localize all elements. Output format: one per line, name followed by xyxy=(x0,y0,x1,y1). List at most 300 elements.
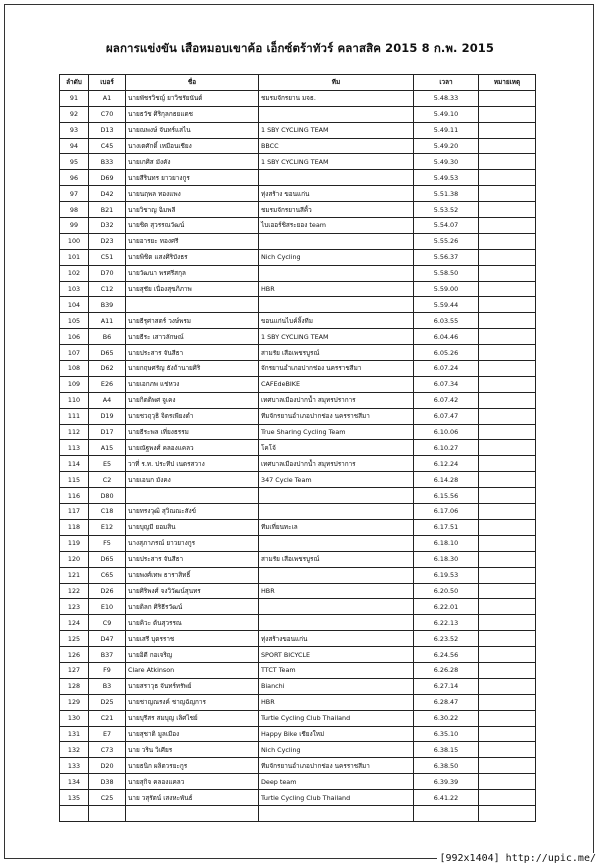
cell-time: 5.54.07 xyxy=(414,218,479,234)
cell-team: Turtle Cycling Club Thailand xyxy=(259,790,414,806)
cell-rank: 101 xyxy=(60,249,89,265)
cell-team: ขอนแก่นไบค์ลิ้งทีม xyxy=(259,313,414,329)
cell-note xyxy=(479,138,536,154)
table-row xyxy=(60,694,536,710)
table-row xyxy=(60,138,536,154)
header-name: ชื่อ xyxy=(126,75,259,91)
cell-rank: 93 xyxy=(60,122,89,138)
cell-bib: D13 xyxy=(89,122,126,138)
cell-note xyxy=(479,233,536,249)
cell-name: นางเตศักดิ์ เหมือนเชียง xyxy=(126,138,259,154)
cell-team: Turtle Cycling Club Thailand xyxy=(259,710,414,726)
cell-time: 6.03.55 xyxy=(414,313,479,329)
cell-note xyxy=(479,551,536,567)
cell-rank: 98 xyxy=(60,202,89,218)
cell-rank: 117 xyxy=(60,504,89,520)
table-row xyxy=(60,726,536,742)
cell-note xyxy=(479,345,536,361)
cell-name: นายทรงวุฒิ สุวิณณะสังข์ xyxy=(126,504,259,520)
cell-bib: D62 xyxy=(89,361,126,377)
cell-note xyxy=(479,805,536,821)
cell-note xyxy=(479,662,536,678)
cell-team: True Sharing Cycling Team xyxy=(259,424,414,440)
table-row xyxy=(60,758,536,774)
cell-team: SPORT BICYCLE xyxy=(259,647,414,663)
table-row xyxy=(60,122,536,138)
cell-rank: 126 xyxy=(60,647,89,663)
results-table xyxy=(59,74,536,822)
table-row xyxy=(60,170,536,186)
cell-rank: 97 xyxy=(60,186,89,202)
cell-rank: 115 xyxy=(60,472,89,488)
cell-time: 5.56.37 xyxy=(414,249,479,265)
cell-bib: C21 xyxy=(89,710,126,726)
cell-rank xyxy=(60,805,89,821)
cell-bib: C45 xyxy=(89,138,126,154)
cell-team xyxy=(259,615,414,631)
cell-team: ไบเออร์ชิสระยอง team xyxy=(259,218,414,234)
cell-note xyxy=(479,535,536,551)
cell-bib: D20 xyxy=(89,758,126,774)
cell-name: นาย วริน วิเศียร xyxy=(126,742,259,758)
cell-name: นายสุชัย เนื่องสุขภิภาพ xyxy=(126,281,259,297)
table-row xyxy=(60,265,536,281)
cell-time: 6.22.01 xyxy=(414,599,479,615)
cell-note xyxy=(479,392,536,408)
cell-rank: 131 xyxy=(60,726,89,742)
cell-bib: C65 xyxy=(89,567,126,583)
header-team: ทีม xyxy=(259,75,414,91)
cell-time: 5.49.30 xyxy=(414,154,479,170)
cell-rank: 129 xyxy=(60,694,89,710)
table-row xyxy=(60,488,536,504)
cell-name: นายสีรินทร ยาวยางกูร xyxy=(126,170,259,186)
table-header-row xyxy=(60,75,536,91)
cell-bib: A1 xyxy=(89,90,126,106)
cell-team: Nich Cycling xyxy=(259,249,414,265)
cell-time: 5.59.44 xyxy=(414,297,479,313)
cell-note xyxy=(479,122,536,138)
cell-rank: 105 xyxy=(60,313,89,329)
cell-time: 5.49.53 xyxy=(414,170,479,186)
cell-rank: 113 xyxy=(60,440,89,456)
table-row xyxy=(60,424,536,440)
cell-time: 6.14.28 xyxy=(414,472,479,488)
cell-team: HBR xyxy=(259,694,414,710)
cell-bib: B37 xyxy=(89,647,126,663)
cell-note xyxy=(479,297,536,313)
cell-bib: B33 xyxy=(89,154,126,170)
cell-bib: D69 xyxy=(89,170,126,186)
cell-name: นายคิวะ ต้นสุวรรณ xyxy=(126,615,259,631)
image-host-watermark: [992x1404] http://upic.me/ xyxy=(439,853,596,864)
table-row-empty xyxy=(60,805,536,821)
table-row xyxy=(60,504,536,520)
cell-time: 5.58.50 xyxy=(414,265,479,281)
cell-name: นายพัชรวิชญ์ ยาวิชรัยนันต์ xyxy=(126,90,259,106)
table-row xyxy=(60,678,536,694)
cell-team xyxy=(259,297,414,313)
cell-team: สามรัย เสือเพชรบูรณ์ xyxy=(259,551,414,567)
cell-team: 1 SBY CYCLING TEAM xyxy=(259,154,414,170)
cell-name: นายชาญณรงค์ ชาญฉัญการ xyxy=(126,694,259,710)
cell-team xyxy=(259,233,414,249)
cell-name: นายณพงษ์ จันทร์แสไน xyxy=(126,122,259,138)
cell-team: Bianchi xyxy=(259,678,414,694)
cell-name: วาที่ ร.ท. ประทีป เนตรสวาง xyxy=(126,456,259,472)
cell-note xyxy=(479,567,536,583)
cell-rank: 102 xyxy=(60,265,89,281)
table-row xyxy=(60,154,536,170)
cell-rank: 122 xyxy=(60,583,89,599)
cell-team xyxy=(259,535,414,551)
cell-bib: F9 xyxy=(89,662,126,678)
cell-note xyxy=(479,583,536,599)
cell-bib: E7 xyxy=(89,726,126,742)
table-row xyxy=(60,551,536,567)
cell-name: นายธนิก ผลิตวรยะกูร xyxy=(126,758,259,774)
cell-rank: 106 xyxy=(60,329,89,345)
cell-time: 6.07.24 xyxy=(414,361,479,377)
cell-bib: E10 xyxy=(89,599,126,615)
header-time: เวลา xyxy=(414,75,479,91)
cell-rank: 107 xyxy=(60,345,89,361)
table-row xyxy=(60,599,536,615)
cell-rank: 108 xyxy=(60,361,89,377)
cell-team: Deep team xyxy=(259,774,414,790)
cell-team xyxy=(259,488,414,504)
cell-bib: C51 xyxy=(89,249,126,265)
cell-note xyxy=(479,519,536,535)
cell-team xyxy=(259,805,414,821)
cell-team xyxy=(259,504,414,520)
cell-time: 6.17.51 xyxy=(414,519,479,535)
cell-time: 6.30.22 xyxy=(414,710,479,726)
cell-rank: 125 xyxy=(60,631,89,647)
table-row xyxy=(60,615,536,631)
cell-bib: D42 xyxy=(89,186,126,202)
cell-time: 6.28.47 xyxy=(414,694,479,710)
table-row xyxy=(60,710,536,726)
cell-name: นายประสาร จันสีธา xyxy=(126,551,259,567)
cell-time: 6.38.50 xyxy=(414,758,479,774)
table-row xyxy=(60,361,536,377)
cell-bib: E12 xyxy=(89,519,126,535)
cell-rank: 130 xyxy=(60,710,89,726)
cell-team: 347 Cycle Team xyxy=(259,472,414,488)
cell-bib: C70 xyxy=(89,106,126,122)
cell-rank: 109 xyxy=(60,376,89,392)
cell-bib: A15 xyxy=(89,440,126,456)
cell-time: 5.59.00 xyxy=(414,281,479,297)
cell-bib: C9 xyxy=(89,615,126,631)
cell-note xyxy=(479,488,536,504)
cell-bib: D25 xyxy=(89,694,126,710)
table-row xyxy=(60,774,536,790)
cell-bib: D80 xyxy=(89,488,126,504)
table-row xyxy=(60,90,536,106)
cell-bib xyxy=(89,805,126,821)
cell-bib: E5 xyxy=(89,456,126,472)
cell-name: นายสุกิจ คลองแคลว xyxy=(126,774,259,790)
cell-name: นายชิต สุวรรณวัฒน์ xyxy=(126,218,259,234)
cell-time: 6.20.50 xyxy=(414,583,479,599)
cell-rank: 123 xyxy=(60,599,89,615)
cell-rank: 99 xyxy=(60,218,89,234)
cell-team: สามรัย เสือเพชรบูรณ์ xyxy=(259,345,414,361)
table-row xyxy=(60,392,536,408)
cell-time: 5.55.26 xyxy=(414,233,479,249)
cell-time: 5.49.10 xyxy=(414,106,479,122)
cell-note xyxy=(479,599,536,615)
cell-rank: 94 xyxy=(60,138,89,154)
cell-bib: B39 xyxy=(89,297,126,313)
cell-rank: 100 xyxy=(60,233,89,249)
cell-note xyxy=(479,329,536,345)
cell-note xyxy=(479,154,536,170)
cell-name xyxy=(126,488,259,504)
cell-team xyxy=(259,567,414,583)
cell-time: 6.22.13 xyxy=(414,615,479,631)
cell-team: ทุ่งสร้างขอนแก่น xyxy=(259,631,414,647)
cell-bib: A4 xyxy=(89,392,126,408)
cell-time: 6.05.26 xyxy=(414,345,479,361)
cell-team: ทีมจักรยานอำเภอปากช่อง นครราชสีมา xyxy=(259,758,414,774)
cell-name: นายบุรีสร สมบุญ เลิศไชย์ xyxy=(126,710,259,726)
cell-note xyxy=(479,758,536,774)
cell-team xyxy=(259,599,414,615)
cell-rank: 120 xyxy=(60,551,89,567)
cell-note xyxy=(479,218,536,234)
table-row xyxy=(60,186,536,202)
page-title: ผลการแข่งขัน เสือหมอบเขาค้อ เอ็กซ์ตร้าทัวร์ คลาสสิค 2015 8 ก.พ. 2015 xyxy=(105,41,495,55)
cell-name: นายเอกภพ แช่หวง xyxy=(126,376,259,392)
cell-bib: D19 xyxy=(89,408,126,424)
cell-note xyxy=(479,694,536,710)
cell-rank: 128 xyxy=(60,678,89,694)
cell-team: จักรยานอำเภอปากช่อง นครราชสีมา xyxy=(259,361,414,377)
cell-time: 6.19.53 xyxy=(414,567,479,583)
cell-bib: C18 xyxy=(89,504,126,520)
cell-time: 6.07.42 xyxy=(414,392,479,408)
table-row xyxy=(60,202,536,218)
cell-team: 1 SBY CYCLING TEAM xyxy=(259,122,414,138)
cell-rank: 91 xyxy=(60,90,89,106)
cell-name: นายศิริพงศ์ จงวิวัฒน์สุนทร xyxy=(126,583,259,599)
table-row xyxy=(60,631,536,647)
cell-team: เทศบาลเมืองปากน้ำ สมุทรปราการ xyxy=(259,456,414,472)
cell-time: 6.24.56 xyxy=(414,647,479,663)
cell-bib: E26 xyxy=(89,376,126,392)
cell-name: นายวิชาญ ฉิมพลี xyxy=(126,202,259,218)
cell-time xyxy=(414,805,479,821)
cell-name: นายสราวุธ จันทร์ทรัพย์ xyxy=(126,678,259,694)
cell-name: นายเกศิส มังคัง xyxy=(126,154,259,170)
cell-name: นางสุภาภรณ์ ยาวยางกูร xyxy=(126,535,259,551)
table-row xyxy=(60,456,536,472)
cell-name: นายพงศ์เทพ ธาราสิทธิ์ xyxy=(126,567,259,583)
table-row xyxy=(60,567,536,583)
cell-note xyxy=(479,170,536,186)
cell-name: นายธีระ เสาวลักษณ์ xyxy=(126,329,259,345)
cell-rank: 92 xyxy=(60,106,89,122)
cell-bib: B21 xyxy=(89,202,126,218)
cell-note xyxy=(479,710,536,726)
table-row xyxy=(60,297,536,313)
cell-name: นายกฤษศรัญ ธังถ้านายศิริ xyxy=(126,361,259,377)
cell-rank: 114 xyxy=(60,456,89,472)
table-row xyxy=(60,472,536,488)
cell-rank: 110 xyxy=(60,392,89,408)
table-row xyxy=(60,313,536,329)
cell-time: 5.49.11 xyxy=(414,122,479,138)
cell-time: 5.53.52 xyxy=(414,202,479,218)
cell-team: ทุ่งสร้าง ขอนแก่น xyxy=(259,186,414,202)
cell-note xyxy=(479,265,536,281)
cell-note xyxy=(479,678,536,694)
cell-team: BBCC xyxy=(259,138,414,154)
cell-time: 6.04.46 xyxy=(414,329,479,345)
cell-name: นายชวฤวุธิ จิตรเพียงตำ xyxy=(126,408,259,424)
cell-name: Clare Atkinson xyxy=(126,662,259,678)
table-row xyxy=(60,218,536,234)
cell-team: ทีมจักรยานอำเภอปากช่อง นครราชสีมา xyxy=(259,408,414,424)
cell-time: 6.18.10 xyxy=(414,535,479,551)
cell-note xyxy=(479,376,536,392)
cell-team: CAFEdeBIKE xyxy=(259,376,414,392)
cell-time: 6.26.28 xyxy=(414,662,479,678)
cell-name: นายพิชิต แสงศิริบังธร xyxy=(126,249,259,265)
cell-bib: D70 xyxy=(89,265,126,281)
table-row xyxy=(60,742,536,758)
cell-note xyxy=(479,726,536,742)
cell-note xyxy=(479,647,536,663)
cell-name: นาย วสุรัตน์ เสงหะพันธ์ xyxy=(126,790,259,806)
cell-team xyxy=(259,265,414,281)
cell-name: นายธีรุศาสตร์ วงษ์พรม xyxy=(126,313,259,329)
cell-team: ทีมเที่ยนทะเล xyxy=(259,519,414,535)
cell-rank: 96 xyxy=(60,170,89,186)
cell-team xyxy=(259,106,414,122)
header-rank: ลำดับ xyxy=(60,75,89,91)
header-note: หมายเหตุ xyxy=(479,75,536,91)
cell-name: นายธวัช ศิริกุลกธยแดช xyxy=(126,106,259,122)
cell-team: Nich Cycling xyxy=(259,742,414,758)
cell-time: 6.07.34 xyxy=(414,376,479,392)
cell-time: 6.39.39 xyxy=(414,774,479,790)
cell-time: 6.38.15 xyxy=(414,742,479,758)
cell-rank: 133 xyxy=(60,758,89,774)
cell-name: นายเสรี บุตรราช xyxy=(126,631,259,647)
cell-rank: 124 xyxy=(60,615,89,631)
cell-name: นายนฤพล ทองแพง xyxy=(126,186,259,202)
cell-team xyxy=(259,170,414,186)
table-row xyxy=(60,329,536,345)
table-row xyxy=(60,662,536,678)
cell-team: HBR xyxy=(259,281,414,297)
cell-note xyxy=(479,361,536,377)
cell-bib: C25 xyxy=(89,790,126,806)
table-row xyxy=(60,519,536,535)
cell-team: เทศบาลเมืองปากน้ำ สมุทรปราการ xyxy=(259,392,414,408)
cell-time: 6.41.22 xyxy=(414,790,479,806)
cell-name: นายบุญมี ยอมสิน xyxy=(126,519,259,535)
cell-name: นายวัฒนา พรศรีสกุล xyxy=(126,265,259,281)
table-row xyxy=(60,233,536,249)
cell-rank: 121 xyxy=(60,567,89,583)
cell-note xyxy=(479,504,536,520)
cell-time: 6.23.52 xyxy=(414,631,479,647)
cell-name xyxy=(126,297,259,313)
table-row xyxy=(60,281,536,297)
cell-bib: B6 xyxy=(89,329,126,345)
cell-bib: D65 xyxy=(89,551,126,567)
table-row xyxy=(60,345,536,361)
cell-note xyxy=(479,202,536,218)
cell-note xyxy=(479,424,536,440)
table-row xyxy=(60,440,536,456)
cell-team: Happy Bike เชียงใหม่ xyxy=(259,726,414,742)
cell-note xyxy=(479,742,536,758)
table-row xyxy=(60,376,536,392)
cell-rank: 116 xyxy=(60,488,89,504)
cell-note xyxy=(479,615,536,631)
cell-name: นายกิตติพศ จูเคง xyxy=(126,392,259,408)
cell-team: 1 SBY CYCLING TEAM xyxy=(259,329,414,345)
cell-note xyxy=(479,186,536,202)
cell-rank: 103 xyxy=(60,281,89,297)
cell-team: ชมรมจักรยาน มจธ. xyxy=(259,90,414,106)
cell-bib: D17 xyxy=(89,424,126,440)
cell-note xyxy=(479,408,536,424)
cell-rank: 95 xyxy=(60,154,89,170)
cell-note xyxy=(479,790,536,806)
cell-note xyxy=(479,106,536,122)
cell-note xyxy=(479,90,536,106)
cell-bib: D32 xyxy=(89,218,126,234)
cell-bib: F5 xyxy=(89,535,126,551)
table-row xyxy=(60,535,536,551)
cell-name: นายอิดี กอเจริญ xyxy=(126,647,259,663)
table-row xyxy=(60,583,536,599)
cell-bib: C12 xyxy=(89,281,126,297)
cell-time: 6.15.56 xyxy=(414,488,479,504)
cell-name: นายณัฐพงศ์ คลองแคลว xyxy=(126,440,259,456)
table-row xyxy=(60,408,536,424)
cell-bib: C2 xyxy=(89,472,126,488)
cell-team: TTCT Team xyxy=(259,662,414,678)
table-row xyxy=(60,790,536,806)
cell-bib: D26 xyxy=(89,583,126,599)
cell-rank: 132 xyxy=(60,742,89,758)
cell-name: นายสุชาติ มูลเมือง xyxy=(126,726,259,742)
cell-time: 6.17.06 xyxy=(414,504,479,520)
cell-name: นายดิลก ศิริธีรวัฒน์ xyxy=(126,599,259,615)
cell-note xyxy=(479,456,536,472)
cell-rank: 135 xyxy=(60,790,89,806)
cell-bib: D38 xyxy=(89,774,126,790)
cell-time: 6.10.27 xyxy=(414,440,479,456)
cell-note xyxy=(479,472,536,488)
cell-bib: B3 xyxy=(89,678,126,694)
cell-time: 5.49.20 xyxy=(414,138,479,154)
table-row xyxy=(60,106,536,122)
cell-rank: 104 xyxy=(60,297,89,313)
cell-note xyxy=(479,631,536,647)
cell-time: 6.07.47 xyxy=(414,408,479,424)
table-row xyxy=(60,249,536,265)
cell-name: นายประสาร จันสีธา xyxy=(126,345,259,361)
